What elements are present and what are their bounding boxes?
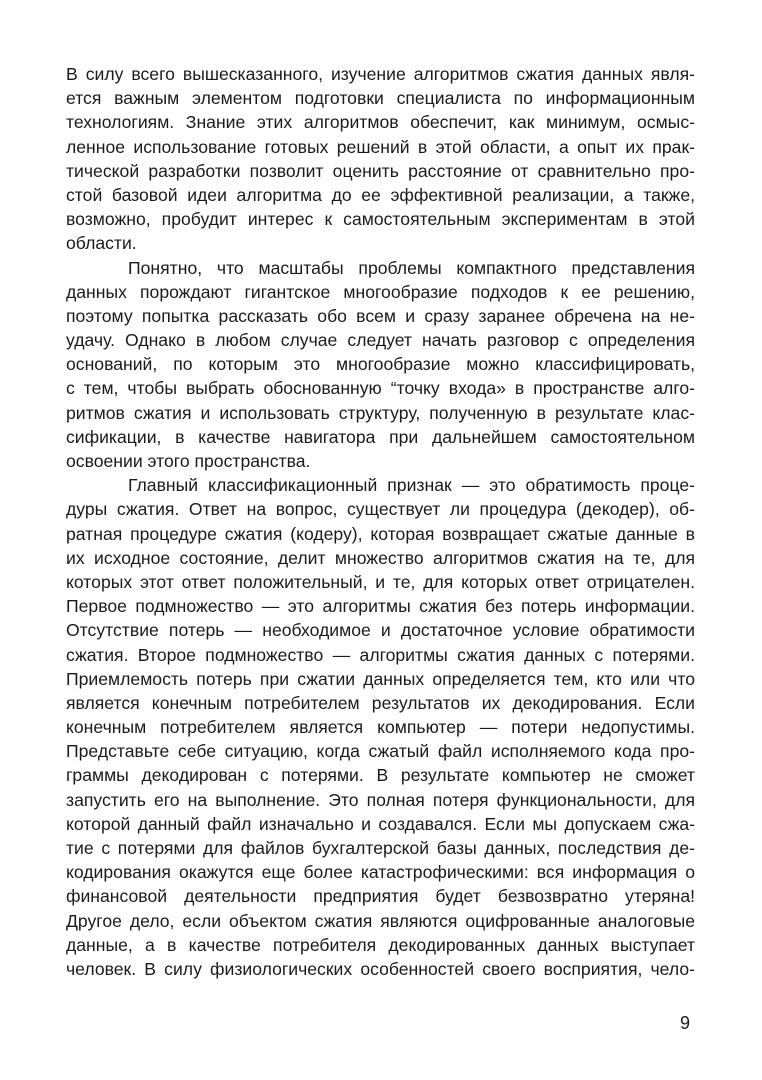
text-line: оснований, по которым это многообразие можно классифицировать, <box>66 354 695 375</box>
text-line: тие с потерями для файлов бухгалтерской базы данных, последствия де- <box>66 838 695 858</box>
text-line: конечным потребителем является компьютер — потери недопустимы. <box>66 717 695 738</box>
text-line: финансовой деятельности предприятия будет безвозвратно утеряна! <box>66 886 695 907</box>
text-line: сжатия. Второе подмножество — алгоритмы сжатия данных с потерями. <box>66 644 695 665</box>
paragraph-1 <box>66 62 695 256</box>
text-line: Главный классификационный признак — это обратимость проце- <box>128 475 695 496</box>
text-line: тической разработки позволит оценить расстояние от сравнительно про- <box>66 160 695 181</box>
text-line: ется важным элементом подготовки специалиста по информационным <box>66 88 695 109</box>
text-line: удачу. Однако в любом случае следует начать разговор с определения <box>66 330 695 351</box>
paragraph-2 <box>66 256 695 474</box>
text-line: области. <box>66 233 137 254</box>
text-line: их исходное состояние, делит множество алгоритмов сжатия на те, для <box>66 547 695 568</box>
text-line: дуры сжатия. Ответ на вопрос, существует ли процедура (декодер), об- <box>66 499 695 520</box>
text-line: человек. В силу физиологических особенностей своего восприятия, чело- <box>66 958 695 979</box>
text-line: Первое подмножество — это алгоритмы сжатия без потерь информации. <box>66 596 695 617</box>
text-line: данных порождают гигантское многообразие подходов к ее решению, <box>66 281 695 302</box>
text-line: ратная процедуре сжатия (кодеру), которая возвращает сжатые данные в <box>66 523 695 544</box>
text-line: сификации, в качестве навигатора при дальнейшем самостоятельном <box>66 426 695 447</box>
text-line: ленное использование готовых решений в этой области, а опыт их прак- <box>66 136 695 157</box>
text-line: которой данный файл изначально и создавался. Если мы допускаем сжа- <box>66 813 695 834</box>
text-line: с тем, чтобы выбрать обоснованную “точку входа» в пространстве алго- <box>66 378 695 399</box>
text-line: освоении этого пространства. <box>66 451 311 471</box>
text-line: Отсутствие потерь — необходимое и достаточное условие обратимости <box>66 620 695 641</box>
paragraph-3 <box>66 473 695 981</box>
text-line: запустить его на выполнение. Это полная потеря функциональности, для <box>66 789 695 810</box>
text-line: поэтому попытка рассказать обо всем и сразу заранее обречена на не- <box>66 305 695 326</box>
page-number: 9 <box>680 1013 691 1033</box>
text-line: стой базовой идеи алгоритма до ее эффективной реализации, а также, <box>66 184 695 205</box>
text-line: В силу всего вышесказанного, изучение алгоритмов сжатия данных явля- <box>66 64 695 84</box>
text-line: Представьте себе ситуацию, когда сжатый файл исполняемого кода про- <box>66 741 695 762</box>
text-line: технологиям. Знание этих алгоритмов обеспечит, как минимум, осмыс- <box>66 112 695 133</box>
text-line: кодирования окажутся еще более катастрофическими: вся информация о <box>66 862 695 883</box>
text-line: данные, а в качестве потребителя декодированных данных выступает <box>66 934 695 955</box>
page-body <box>66 62 695 981</box>
text-line: является конечным потребителем результатов их декодирования. Если <box>66 692 695 713</box>
text-line: Приемлемость потерь при сжатии данных определяется тем, кто или что <box>66 668 695 689</box>
text-line: которых этот ответ положительный, и те, для которых ответ отрицателен. <box>66 571 695 592</box>
text-line: ритмов сжатия и использовать структуру, полученную в результате клас- <box>66 402 695 423</box>
text-line: граммы декодирован с потерями. В результате компьютер не сможет <box>66 765 695 786</box>
text-line: возможно, пробудит интерес к самостоятельным экспериментам в этой <box>66 209 695 230</box>
text-line: Понятно, что масштабы проблемы компактного представления <box>128 257 695 278</box>
text-line: Другое дело, если объектом сжатия являются оцифрованные аналоговые <box>66 910 695 931</box>
